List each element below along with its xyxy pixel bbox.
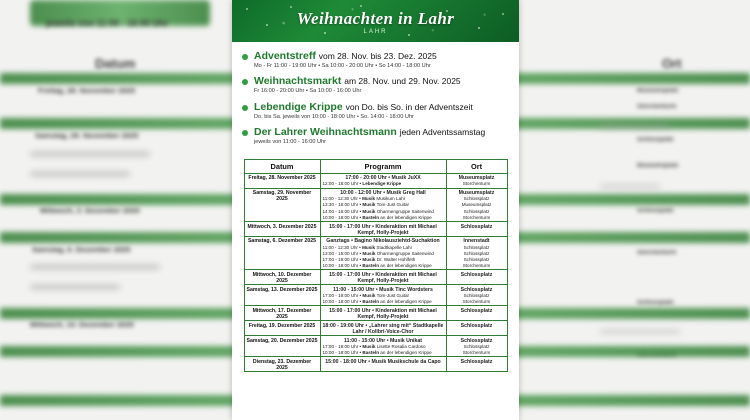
background-ort-4: Museumsplatz (637, 163, 679, 169)
table-cell-ort: Museumsplatz (446, 202, 507, 208)
table-cell-date: Mittwoch, 17. Dezember 2025 (244, 306, 320, 321)
highlight-title: Adventstreff (254, 50, 316, 62)
table-cell-ort: Schlossplatz (446, 293, 507, 299)
table-cell-programm: Ganztags • Bagino Nikolausziehtd-Suchaktion (320, 236, 446, 244)
highlight-hours: Fr 16:00 - 20:00 Uhr • Sa 10:00 - 16:00 Uhr (254, 88, 362, 95)
table-cell-ort: Schlossplatz (446, 196, 507, 202)
table-cell-programm: 10:00 - 12:00 Uhr • Musik Greg Hall (320, 188, 446, 196)
table-cell-programm: 11:00 - 15:00 Uhr • Musik Unikat (320, 336, 446, 344)
table-cell-programm: 15:00 - 18:00 Uhr • Musik Musikschule da Capo (320, 357, 446, 372)
table-row (244, 306, 507, 321)
table-cell-ort: Museumsplatz (446, 173, 507, 181)
table-cell-ort: Storchenturm (446, 350, 507, 357)
table-cell-ort: Schlossplatz (446, 209, 507, 215)
table-cell-programm: 13:30 - 16:00 Uhr • Musik Tom-Just Guitar (320, 202, 446, 208)
bullet-dot-icon (242, 130, 248, 136)
table-cell-date: Mittwoch, 3. Dezember 2025 (244, 222, 320, 237)
highlight-item (242, 126, 509, 146)
background-date-3: Mittwoch, 3. Dezember 2025 (40, 206, 140, 215)
highlight-hours: Mo - Fr 11:00 - 19:00 Uhr • Sa 10:00 - 20:00 Uhr • So 14:00 - 18:00 Uhr (254, 63, 431, 69)
table-row (244, 222, 507, 237)
column-header-ort: Ort (446, 159, 507, 173)
table-cell-date: Mittwoch, 10. Dezember 2025 (244, 270, 320, 285)
highlight-item (242, 101, 509, 121)
table-cell-programm: 17:00 - 19:00 Uhr • Musik Tom-Just Guitar (320, 293, 446, 299)
table-row (244, 336, 507, 344)
table-cell-ort: Museumsplatz (446, 188, 507, 196)
highlight-hours: Do. bis Sa. jeweils von 10:00 - 18:00 Uhr • So. 14:00 - 18:00 Uhr (254, 113, 414, 120)
table-cell-programm: 17:00 - 20:00 Uhr • Musik JuXX (320, 173, 446, 181)
table-cell-ort: Schlossplatz (446, 306, 507, 321)
background-ort-3: Schlossplatz (637, 137, 674, 143)
highlight-title: Weihnachtsmarkt (254, 75, 342, 88)
table-cell-date: Samstag, 6. Dezember 2025 (244, 236, 320, 270)
table-cell-ort: Schlossplatz (446, 357, 507, 372)
table-cell-ort: Schlossplatz (446, 336, 507, 344)
table-row (244, 188, 507, 196)
table-cell-programm: 10:00 - 18:00 Uhr • Basteln an der lebendigen Krippe (320, 263, 446, 270)
table-cell-ort: Schlossplatz (446, 285, 507, 293)
poster-subtitle: LAHR (363, 29, 388, 35)
highlight-dates: jeden Adventssamstag (399, 127, 486, 138)
table-cell-ort: Schlossplatz (446, 222, 507, 237)
highlight-dates: am 28. Nov. und 29. Nov. 2025 (344, 76, 461, 87)
background-ort-1: Museumsplatz (637, 88, 679, 94)
background-ort-7: Schlossplatz (637, 300, 674, 306)
background-date-5: Mittwoch, 10. Dezember 2025 (30, 320, 134, 329)
highlight-dates: vom 28. Nov. bis 23. Dez. 2025 (318, 51, 437, 61)
table-cell-ort: Storchenturm (446, 299, 507, 306)
table-cell-programm: 10:00 - 18:00 Uhr • Basteln an der lebendigen Krippe (320, 215, 446, 222)
highlight-item (242, 50, 509, 70)
background-ort-6: Storchenturm (637, 250, 677, 256)
table-cell-ort: Schlossplatz (446, 321, 507, 336)
table-row (244, 285, 507, 293)
table-cell-date: Dienstag, 23. Dezember 2025 (244, 357, 320, 372)
table-cell-ort: Schlossplatz (446, 344, 507, 350)
table-cell-date: Freitag, 28. November 2025 (244, 173, 320, 188)
background-date-2: Samstag, 29. November 2025 (35, 131, 139, 140)
bullet-dot-icon (242, 79, 248, 85)
highlight-title: Lebendige Krippe (254, 100, 343, 113)
table-cell-programm: 12:00 - 18:00 Uhr • Lebendige Krippe (320, 181, 446, 188)
poster-title: Weihnachten in Lahr (296, 9, 455, 28)
column-header-datum: Datum (244, 159, 320, 173)
background-heading-ort: Ort (662, 56, 682, 71)
table-cell-date: Freitag, 19. Dezember 2025 (244, 321, 320, 336)
background-ort-2: Storchenturm (637, 104, 677, 110)
highlight-item (242, 75, 509, 95)
table-cell-programm: 15:00 - 17:00 Uhr • Kinderaktion mit Michael Kempf, Holly-Projekt (320, 222, 446, 237)
program-table-body (244, 173, 507, 372)
table-row (244, 357, 507, 372)
background-date-1: Freitag, 28. November 2025 (38, 86, 136, 95)
table-row (244, 321, 507, 336)
table-cell-ort: Schlossplatz (446, 257, 507, 263)
bullet-dot-icon (242, 54, 248, 60)
table-cell-programm: 15:00 - 17:00 Uhr • Kinderaktion mit Michael Kempf, Holly-Projekt (320, 270, 446, 285)
table-cell-programm: 10:00 - 18:00 Uhr • Basteln an der lebendigen Krippe (320, 299, 446, 306)
poster-sheet (232, 0, 519, 420)
table-cell-ort: Storchenturm (446, 263, 507, 270)
highlight-title: Der Lahrer Weihnachtsmann (254, 126, 397, 139)
table-cell-date: Samstag, 20. Dezember 2025 (244, 336, 320, 357)
column-header-programm: Programm (320, 159, 446, 173)
bullet-dot-icon (242, 105, 248, 111)
table-cell-programm: 18:00 - 19:00 Uhr • „Lahrer sing mit“ Stadtkapelle Lahr / Kolibri-Voice-Chor (320, 321, 446, 336)
table-cell-date: Samstag, 13. Dezember 2025 (244, 285, 320, 306)
table-cell-programm: 11:00 - 15:00 Uhr • Musik Tinc Wordsters (320, 285, 446, 293)
table-cell-ort: Storchenturm (446, 215, 507, 222)
table-cell-ort: Innenstadt (446, 236, 507, 244)
table-cell-programm: 11:00 - 12:30 Uhr • Musik Stadtkapelle Lahr (320, 245, 446, 251)
table-cell-programm: 15:00 - 17:00 Uhr • Kinderaktion mit Michael Kempf, Holly-Projekt (320, 306, 446, 321)
table-row (244, 173, 507, 181)
table-cell-programm: 11:00 - 12:30 Uhr • Musik Musikum Lahr (320, 196, 446, 202)
table-cell-ort: Schlossplatz (446, 270, 507, 285)
table-cell-programm: 13:00 - 15:00 Uhr • Musik Oharmengruppe Saitenwind (320, 251, 446, 257)
background-top-text: jeweils von 11:00 - 16:00 Uhr (46, 18, 169, 28)
table-header-row (244, 159, 507, 173)
event-highlights (232, 42, 519, 156)
table-cell-date: Samstag, 29. November 2025 (244, 188, 320, 222)
table-row (244, 236, 507, 244)
table-cell-programm: 17:00 - 19:00 Uhr • Musik Lisette Rosalia Cardoso (320, 344, 446, 350)
table-cell-programm: 17:00 - 19:00 Uhr • Musik Dr. Walter Hohlfeth (320, 257, 446, 263)
background-ort-5: Schlossplatz (637, 208, 674, 214)
table-cell-programm: 10:00 - 18:00 Uhr • Basteln an der lebendigen Krippe (320, 350, 446, 357)
table-cell-ort: Schlossplatz (446, 245, 507, 251)
background-heading-datum: Datum (95, 56, 136, 71)
poster-banner (232, 0, 519, 42)
table-cell-programm: 14:00 - 16:00 Uhr • Musik Oharmengruppe Saitenwind (320, 209, 446, 215)
table-row (244, 270, 507, 285)
highlight-hours: jeweils von 11:00 - 16:00 Uhr (254, 139, 327, 146)
highlight-dates: von Do. bis So. in der Adventszeit (345, 101, 473, 112)
table-cell-ort: Schlossplatz (446, 251, 507, 257)
background-date-4: Samstag, 6. Dezember 2025 (32, 245, 131, 254)
program-table (244, 159, 508, 373)
table-cell-ort: Storchenturm (446, 181, 507, 188)
